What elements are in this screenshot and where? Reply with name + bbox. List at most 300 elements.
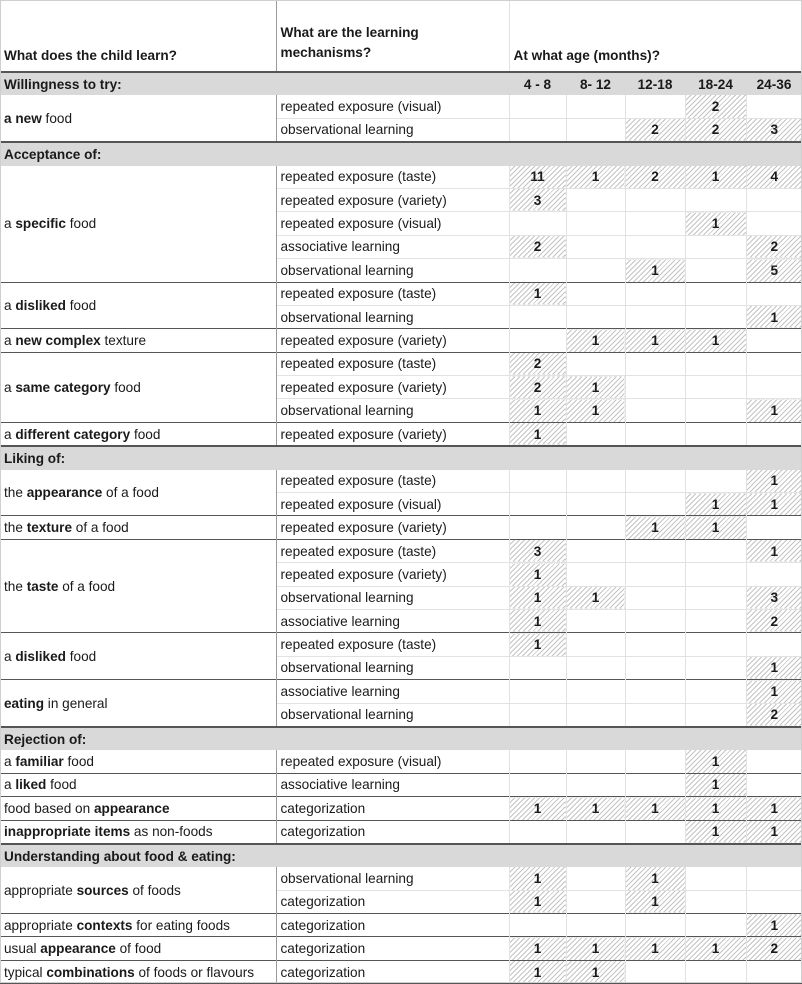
mechanism-cell: repeated exposure (variety) [276, 563, 509, 586]
mechanism-cell: repeated exposure (visual) [276, 95, 509, 118]
age-count-cell [625, 470, 685, 493]
age-count-cell: 1 [509, 586, 566, 609]
label-part: liked [15, 777, 47, 793]
label-part: combinations [46, 964, 135, 980]
learn-item-label [0, 95, 276, 142]
learn-item-label [0, 166, 276, 282]
age-count-cell: 1 [685, 797, 746, 820]
age-count-cell: 1 [746, 680, 802, 703]
section-spacer-cell [746, 727, 802, 750]
section-spacer-cell [625, 844, 685, 867]
age-count-cell [685, 703, 746, 727]
age-count-cell [509, 516, 566, 539]
learn-item-label [0, 867, 276, 913]
age-count-cell [566, 493, 625, 516]
label-part: the [4, 520, 27, 536]
label-part: food [65, 216, 97, 232]
age-count-cell: 2 [746, 235, 802, 258]
label-part: food based on [4, 800, 94, 816]
age-count-cell [625, 586, 685, 609]
table-row [0, 516, 802, 539]
age-count-cell [625, 235, 685, 258]
age-count-cell [509, 820, 566, 844]
learn-item-label [0, 282, 276, 329]
age-count-cell [566, 95, 625, 118]
label-part: inappropriate items [4, 824, 131, 840]
learn-item-label [0, 422, 276, 446]
label-part: eating [4, 695, 45, 711]
mechanism-cell: observational learning [276, 305, 509, 328]
section-row [0, 446, 802, 469]
age-count-cell [566, 633, 625, 656]
label-part: a [4, 754, 16, 770]
age-count-cell [625, 282, 685, 305]
header-age: At what age (months)? [509, 1, 802, 73]
age-count-cell: 1 [566, 376, 625, 399]
age-count-cell: 1 [625, 797, 685, 820]
section-spacer-cell [685, 142, 746, 165]
age-count-cell: 3 [509, 188, 566, 211]
label-part: of a food [102, 485, 159, 501]
age-count-cell [566, 656, 625, 679]
age-count-cell [566, 118, 625, 142]
age-count-cell [625, 95, 685, 118]
age-count-cell [685, 633, 746, 656]
age-count-cell: 2 [746, 609, 802, 632]
age-count-cell [509, 750, 566, 773]
label-part: food [65, 648, 97, 664]
age-count-cell [685, 867, 746, 890]
age-count-cell [685, 609, 746, 632]
table-row [0, 166, 802, 189]
section-spacer-cell [566, 142, 625, 165]
learn-item-label [0, 329, 276, 352]
label-part: of foods or flavours [134, 964, 255, 980]
age-count-cell [566, 352, 625, 375]
age-count-cell [685, 282, 746, 305]
table-row [0, 470, 802, 493]
age-count-cell [685, 960, 746, 983]
age-count-cell [746, 960, 802, 983]
age-count-cell: 2 [625, 166, 685, 189]
mechanism-cell: observational learning [276, 259, 509, 282]
mechanism-cell: repeated exposure (taste) [276, 539, 509, 562]
mechanism-cell: repeated exposure (taste) [276, 633, 509, 656]
section-spacer-cell [509, 844, 566, 867]
age-count-cell [509, 259, 566, 282]
label-part: the [4, 578, 27, 594]
age-count-cell: 1 [509, 867, 566, 890]
label-part: of a food [72, 520, 129, 536]
age-count-cell [746, 95, 802, 118]
age-count-cell [566, 212, 625, 235]
age-count-cell [746, 750, 802, 773]
age-count-cell: 1 [566, 937, 625, 960]
label-part: a [4, 777, 16, 793]
age-count-cell [566, 773, 625, 796]
age-count-cell: 1 [746, 797, 802, 820]
age-count-cell [566, 282, 625, 305]
age-count-cell [625, 750, 685, 773]
age-count-cell [566, 188, 625, 211]
age-count-cell: 2 [509, 235, 566, 258]
age-count-cell [746, 516, 802, 539]
age-column-header: 12-18 [625, 72, 685, 95]
section-spacer-cell [509, 727, 566, 750]
mechanism-cell: observational learning [276, 867, 509, 890]
label-part: food [63, 754, 94, 770]
age-count-cell: 1 [566, 586, 625, 609]
age-count-cell: 1 [509, 890, 566, 913]
age-count-cell [625, 188, 685, 211]
table-row [0, 867, 802, 890]
age-count-cell: 2 [746, 703, 802, 727]
section-spacer-cell [566, 446, 625, 469]
age-count-cell: 5 [746, 259, 802, 282]
age-count-cell: 1 [746, 305, 802, 328]
age-count-cell [566, 680, 625, 703]
age-count-cell: 1 [685, 750, 746, 773]
table-row [0, 633, 802, 656]
age-count-cell: 1 [566, 329, 625, 352]
age-count-cell [746, 376, 802, 399]
age-count-cell: 2 [509, 352, 566, 375]
table-row [0, 282, 802, 305]
age-count-cell [509, 680, 566, 703]
label-part: disliked [15, 648, 66, 664]
table-row [0, 329, 802, 352]
age-count-cell: 1 [509, 960, 566, 983]
label-part: contexts [76, 917, 133, 933]
age-count-cell [746, 282, 802, 305]
age-count-cell [685, 914, 746, 937]
learn-item-label [0, 914, 276, 937]
age-count-cell: 1 [625, 259, 685, 282]
mechanism-cell: observational learning [276, 586, 509, 609]
mechanism-cell: observational learning [276, 399, 509, 422]
age-count-cell [566, 516, 625, 539]
mechanism-cell: categorization [276, 797, 509, 820]
age-count-cell [625, 422, 685, 446]
label-part: for eating foods [132, 917, 230, 933]
label-part: in general [44, 695, 108, 711]
label-part: sources [76, 882, 129, 898]
label-part: disliked [15, 297, 66, 313]
age-count-cell: 4 [746, 166, 802, 189]
mechanism-cell: observational learning [276, 656, 509, 679]
mechanism-cell: repeated exposure (taste) [276, 282, 509, 305]
label-part: texture [26, 520, 73, 536]
label-part: a [4, 297, 16, 313]
age-count-cell: 2 [685, 118, 746, 142]
age-count-cell [625, 352, 685, 375]
label-part: usual [4, 941, 41, 957]
age-count-cell [685, 890, 746, 913]
learn-item-label [0, 680, 276, 727]
age-count-cell: 1 [685, 820, 746, 844]
age-count-cell [566, 563, 625, 586]
age-count-cell [685, 352, 746, 375]
section-title: Understanding about food & eating: [0, 844, 509, 867]
age-count-cell [685, 305, 746, 328]
label-part: appearance [93, 800, 170, 816]
age-count-cell [625, 609, 685, 632]
age-count-cell [685, 539, 746, 562]
age-count-cell [566, 539, 625, 562]
section-spacer-cell [509, 142, 566, 165]
age-count-cell [509, 212, 566, 235]
table-row [0, 539, 802, 562]
section-spacer-cell [625, 727, 685, 750]
age-count-cell [509, 914, 566, 937]
age-count-cell: 2 [509, 376, 566, 399]
section-spacer-cell [566, 727, 625, 750]
age-count-cell [625, 820, 685, 844]
table-row [0, 750, 802, 773]
age-count-cell [566, 820, 625, 844]
learn-item-label [0, 820, 276, 844]
age-count-cell: 1 [509, 633, 566, 656]
age-count-cell [509, 329, 566, 352]
section-spacer-cell [746, 844, 802, 867]
table-row [0, 680, 802, 703]
age-count-cell [746, 352, 802, 375]
learn-item-label [0, 516, 276, 539]
age-column-header: 8- 12 [566, 72, 625, 95]
label-part: the [4, 485, 27, 501]
age-count-cell [625, 376, 685, 399]
table-row [0, 797, 802, 820]
age-count-cell [685, 188, 746, 211]
age-count-cell [625, 680, 685, 703]
mechanism-cell: repeated exposure (variety) [276, 376, 509, 399]
table-row [0, 914, 802, 937]
section-spacer-cell [746, 446, 802, 469]
mechanism-cell: observational learning [276, 118, 509, 142]
label-part: familiar [15, 754, 64, 770]
learn-item-label [0, 960, 276, 983]
age-count-cell [509, 656, 566, 679]
age-count-cell [625, 493, 685, 516]
label-part: a new [4, 110, 42, 126]
section-spacer-cell [625, 446, 685, 469]
age-count-cell [566, 914, 625, 937]
age-count-cell [685, 586, 746, 609]
label-part: food [110, 379, 141, 395]
section-spacer-cell [685, 844, 746, 867]
age-count-cell [509, 703, 566, 727]
age-count-cell [566, 867, 625, 890]
section-spacer-cell [509, 446, 566, 469]
label-part: of a food [58, 578, 116, 594]
label-part: new complex [15, 332, 101, 348]
section-title: Rejection of: [0, 727, 509, 750]
age-count-cell [566, 609, 625, 632]
age-count-cell: 1 [746, 493, 802, 516]
mechanism-cell: repeated exposure (variety) [276, 422, 509, 446]
mechanism-cell: associative learning [276, 680, 509, 703]
age-count-cell [625, 399, 685, 422]
age-count-cell: 1 [685, 166, 746, 189]
mechanism-cell: repeated exposure (visual) [276, 750, 509, 773]
label-part: same category [15, 379, 111, 395]
age-count-cell: 1 [685, 937, 746, 960]
age-count-cell: 1 [746, 470, 802, 493]
age-count-cell [746, 890, 802, 913]
age-count-cell: 1 [625, 937, 685, 960]
age-count-cell: 2 [625, 118, 685, 142]
age-count-cell: 1 [746, 820, 802, 844]
age-column-header: 4 - 8 [509, 72, 566, 95]
section-spacer-cell [685, 446, 746, 469]
learn-item-label [0, 633, 276, 680]
age-count-cell: 1 [685, 212, 746, 235]
age-count-cell [685, 259, 746, 282]
table-row [0, 95, 802, 118]
section-title: Willingness to try: [0, 72, 509, 95]
age-count-cell: 1 [566, 797, 625, 820]
label-part: appearance [26, 485, 103, 501]
table-row [0, 773, 802, 796]
label-part: texture [100, 332, 147, 348]
mechanism-cell: repeated exposure (taste) [276, 166, 509, 189]
age-count-cell: 1 [509, 797, 566, 820]
label-part: specific [15, 216, 66, 232]
label-part: a [4, 379, 16, 395]
mechanism-cell: categorization [276, 914, 509, 937]
age-count-cell [625, 960, 685, 983]
age-count-cell: 2 [746, 937, 802, 960]
section-row [0, 727, 802, 750]
age-count-cell: 1 [746, 399, 802, 422]
section-spacer-cell [625, 142, 685, 165]
section-row [0, 72, 802, 95]
label-part: as non-foods [130, 824, 213, 840]
learn-item-label [0, 797, 276, 820]
age-count-cell [566, 470, 625, 493]
learn-item-label [0, 352, 276, 422]
age-count-cell: 1 [625, 867, 685, 890]
age-count-cell: 1 [509, 563, 566, 586]
label-part: food [65, 297, 97, 313]
age-count-cell: 1 [685, 516, 746, 539]
learn-item-label [0, 750, 276, 773]
mechanism-cell: associative learning [276, 773, 509, 796]
age-count-cell [685, 235, 746, 258]
age-count-cell: 11 [509, 166, 566, 189]
age-count-cell [509, 95, 566, 118]
learn-item-label [0, 773, 276, 796]
age-count-cell [685, 422, 746, 446]
learn-item-label [0, 937, 276, 960]
label-part: food [46, 777, 77, 793]
label-part: food [41, 110, 73, 126]
age-count-cell: 1 [746, 656, 802, 679]
age-count-cell [566, 235, 625, 258]
mechanism-cell: categorization [276, 890, 509, 913]
age-count-cell [566, 305, 625, 328]
mechanism-cell: repeated exposure (variety) [276, 188, 509, 211]
age-count-cell: 1 [509, 282, 566, 305]
age-count-cell [509, 118, 566, 142]
label-part: appropriate [4, 917, 77, 933]
age-count-cell [685, 399, 746, 422]
age-count-cell [685, 656, 746, 679]
label-part: a [4, 648, 16, 664]
age-count-cell [746, 867, 802, 890]
mechanism-cell: categorization [276, 820, 509, 844]
header-what-learn: What does the child learn? [0, 1, 276, 73]
mechanism-cell: categorization [276, 937, 509, 960]
mechanism-cell: repeated exposure (taste) [276, 470, 509, 493]
age-count-cell: 1 [509, 422, 566, 446]
section-spacer-cell [746, 142, 802, 165]
age-count-cell: 1 [685, 493, 746, 516]
age-count-cell: 1 [685, 773, 746, 796]
age-count-cell [509, 773, 566, 796]
mechanism-cell: repeated exposure (visual) [276, 212, 509, 235]
mechanism-cell: repeated exposure (variety) [276, 516, 509, 539]
header-row [0, 1, 802, 73]
age-count-cell: 1 [625, 516, 685, 539]
age-count-cell: 1 [625, 890, 685, 913]
mechanism-cell: repeated exposure (taste) [276, 352, 509, 375]
age-count-cell [625, 773, 685, 796]
age-count-cell [566, 422, 625, 446]
age-count-cell: 1 [509, 399, 566, 422]
age-count-cell: 1 [509, 937, 566, 960]
age-count-cell [746, 329, 802, 352]
mechanism-cell: associative learning [276, 609, 509, 632]
table-body [0, 1, 802, 984]
age-count-cell: 1 [685, 329, 746, 352]
age-count-cell [625, 656, 685, 679]
age-count-cell [685, 680, 746, 703]
label-part: a [4, 332, 16, 348]
header-mechanisms: What are the learning mechanisms? [276, 1, 509, 73]
age-count-cell [625, 305, 685, 328]
table-row [0, 422, 802, 446]
label-part: of foods [128, 882, 181, 898]
label-part: appearance [40, 941, 116, 957]
age-count-cell [685, 563, 746, 586]
age-count-cell: 1 [509, 609, 566, 632]
age-count-cell [746, 773, 802, 796]
table-row [0, 820, 802, 844]
label-part: appropriate [4, 882, 77, 898]
age-count-cell: 3 [509, 539, 566, 562]
age-count-cell: 3 [746, 586, 802, 609]
section-row [0, 142, 802, 165]
section-spacer-cell [685, 727, 746, 750]
section-row [0, 844, 802, 867]
age-count-cell: 1 [625, 329, 685, 352]
age-count-cell [509, 305, 566, 328]
age-count-cell [685, 470, 746, 493]
age-count-cell [509, 470, 566, 493]
table-row [0, 352, 802, 375]
age-count-cell [625, 563, 685, 586]
age-count-cell: 1 [566, 960, 625, 983]
section-title: Liking of: [0, 446, 509, 469]
age-count-cell [746, 563, 802, 586]
learn-item-label [0, 539, 276, 633]
mechanism-cell: repeated exposure (variety) [276, 329, 509, 352]
age-count-cell [625, 212, 685, 235]
age-count-cell [566, 750, 625, 773]
age-count-cell: 2 [685, 95, 746, 118]
age-count-cell: 1 [746, 539, 802, 562]
